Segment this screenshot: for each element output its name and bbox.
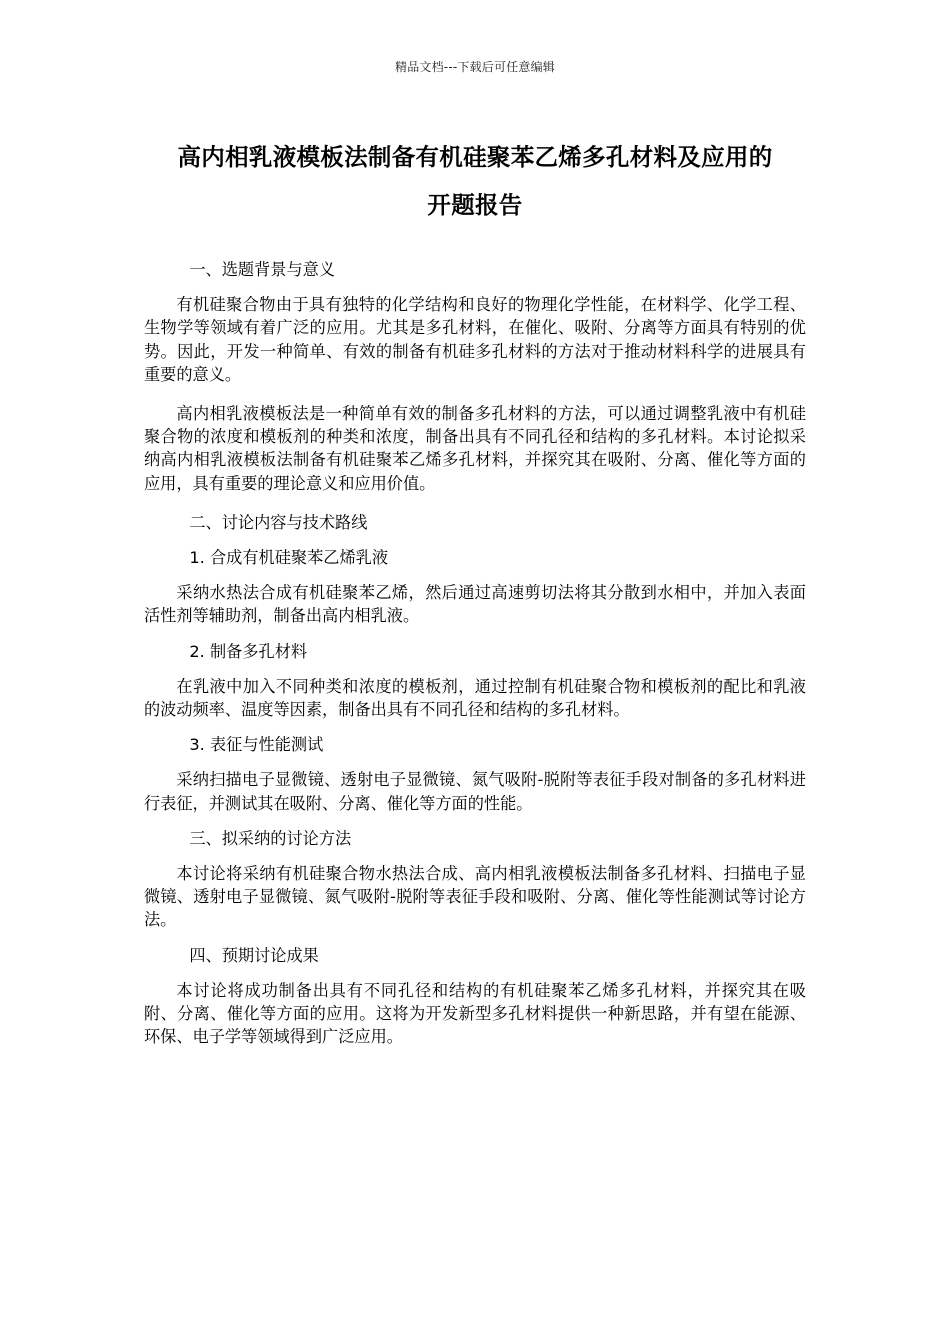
- section-2-item-2-heading: 2. 制备多孔材料: [189, 641, 308, 661]
- section-3-heading: 三、拟采纳的讨论方法: [189, 828, 352, 848]
- section-2-item-3-text: 采纳扫描电子显微镜、透射电子显微镜、氮气吸附-脱附等表征手段对制备的多孔材料进行表征，并测试其在吸附、分离、催化等方面的性能。: [144, 770, 806, 813]
- section-1-paragraph-1: 有机硅聚合物由于具有独特的化学结构和良好的物理化学性能，在材料学、化学工程、生物学等领域有着广泛的应用。尤其是多孔材料，在催化、吸附、分离等方面具有特别的优势。因此，开发一种简单、有效的制备有机硅多孔材料的方法对于推动材料科学的进展具有重要的意义。: [144, 295, 806, 384]
- document-title-line-2: 开题报告: [427, 191, 523, 219]
- document-body: [144, 258, 806, 1048]
- section-2-item-1-heading: 1. 合成有机硅聚苯乙烯乳液: [189, 548, 389, 568]
- header-note: 精品文档---下载后可任意编辑: [395, 60, 555, 74]
- section-1-heading: 一、选题背景与意义: [189, 260, 336, 279]
- document-title-line-1: 高内相乳液模板法制备有机硅聚苯乙烯多孔材料及应用的: [177, 143, 773, 171]
- section-2-item-1-text: 采纳水热法合成有机硅聚苯乙烯，然后通过高速剪切法将其分散到水相中，并加入表面活性剂等辅助剂，制备出高内相乳液。: [144, 583, 806, 626]
- section-2-heading: 二、讨论内容与技术路线: [189, 512, 368, 532]
- section-2-item-2-text: 在乳液中加入不同种类和浓度的模板剂，通过控制有机硅聚合物和模板剂的配比和乳液的波动频率、温度等因素，制备出具有不同孔径和结构的多孔材料。: [144, 676, 806, 720]
- section-2-item-3-heading: 3. 表征与性能测试: [189, 735, 324, 755]
- section-1-paragraph-2: 高内相乳液模板法是一种简单有效的制备多孔材料的方法，可以通过调整乳液中有机硅聚合物的浓度和模板剂的种类和浓度，制备出具有不同孔径和结构的多孔材料。本讨论拟采纳高内相乳液模板法制备有机硅聚苯乙烯多孔材料，并探究其在吸附、分离、催化等方面的应用，具有重要的理论意义和应用价值。: [144, 404, 806, 493]
- section-4-text: 本讨论将成功制备出具有不同孔径和结构的有机硅聚苯乙烯多孔材料，并探究其在吸附、分离、催化等方面的应用。这将为开发新型多孔材料提供一种新思路，并有望在能源、环保、电子学等领域得到广泛应用。: [144, 980, 806, 1047]
- section-4-heading: 四、预期讨论成果: [189, 945, 319, 965]
- section-3-text: 本讨论将采纳有机硅聚合物水热法合成、高内相乳液模板法制备多孔材料、扫描电子显微镜、透射电子显微镜、氮气吸附-脱附等表征手段和吸附、分离、催化等性能测试等讨论方法。: [144, 864, 806, 930]
